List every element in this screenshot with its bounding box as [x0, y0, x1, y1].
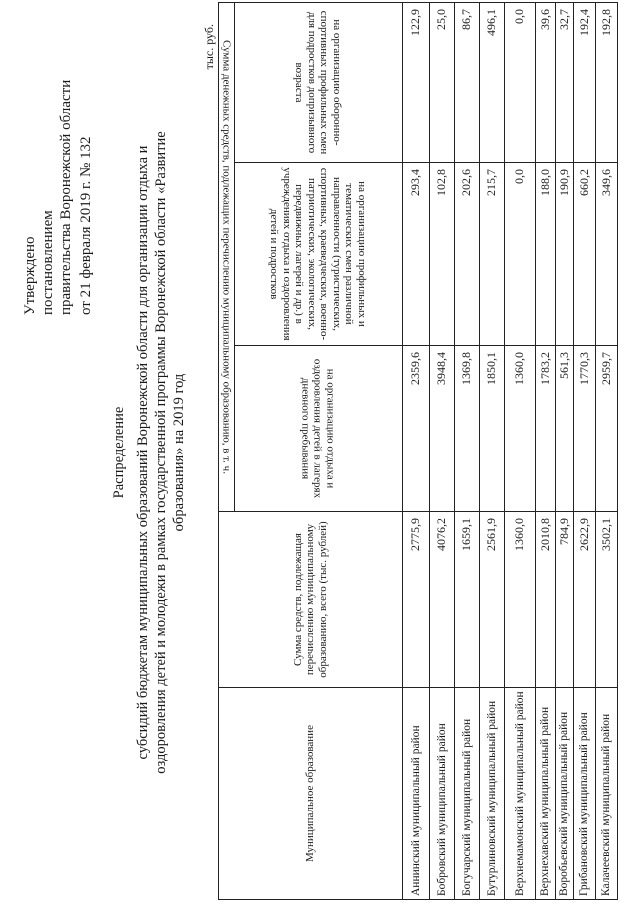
- header-day-camps-text: на организацию отдыха и оздоровления детей в лагерях дневного пребывания: [299, 358, 337, 499]
- day-camps-cell: 1783,2: [535, 346, 555, 512]
- municipality-cell: Воробьевский муниципальный район: [555, 688, 573, 900]
- document-title-line-2: оздоровления детей и молодежи в рамках государственной программы Воронежской области «Развитие: [153, 131, 169, 774]
- defense-shifts-cell: 192,4: [573, 3, 595, 163]
- table-row: [595, 3, 617, 900]
- subsidy-table: [218, 2, 618, 900]
- header-profile-shifts: [234, 163, 402, 346]
- profile-shifts-cell: 202,6: [454, 163, 479, 346]
- total-cell: 3502,1: [595, 512, 617, 688]
- defense-shifts-cell: 25,0: [429, 3, 454, 163]
- day-camps-cell: 1360,0: [504, 346, 535, 512]
- document-title-line-1: субсидий бюджетам муниципальных образований Воронежской области для организации отдыха и: [135, 145, 151, 760]
- table-row: [555, 3, 573, 900]
- municipality-cell: Грибановский муниципальный район: [573, 688, 595, 900]
- municipality-cell: Аннинский муниципальный район: [402, 688, 429, 900]
- defense-shifts-cell: 39,6: [535, 3, 555, 163]
- defense-shifts-cell: 192,8: [595, 3, 617, 163]
- municipality-cell: Бобровский муниципальный район: [429, 688, 454, 900]
- table-row: [454, 3, 479, 900]
- day-camps-cell: 1770,3: [573, 346, 595, 512]
- defense-shifts-cell: 32,7: [555, 3, 573, 163]
- total-cell: 784,9: [555, 512, 573, 688]
- approval-line-1: Утверждено: [22, 236, 38, 315]
- defense-shifts-cell: 0,0: [504, 3, 535, 163]
- profile-shifts-cell: 349,6: [595, 163, 617, 346]
- day-camps-cell: 1850,1: [479, 346, 504, 512]
- day-camps-cell: 2359,6: [402, 346, 429, 512]
- municipality-cell: Бутурлиновский муниципальный район: [479, 688, 504, 900]
- defense-shifts-cell: 122,9: [402, 3, 429, 163]
- header-defense-shifts: [234, 3, 402, 163]
- total-cell: 1659,1: [454, 512, 479, 688]
- profile-shifts-cell: 190,9: [555, 163, 573, 346]
- defense-shifts-cell: 496,1: [479, 3, 504, 163]
- defense-shifts-cell: 86,7: [454, 3, 479, 163]
- day-camps-cell: 1369,8: [454, 346, 479, 512]
- day-camps-cell: 3948,4: [429, 346, 454, 512]
- profile-shifts-cell: 293,4: [402, 163, 429, 346]
- approval-date-number: от 21 февраля 2019 г. № 132: [78, 136, 94, 315]
- approval-line-2: постановлением: [40, 210, 56, 315]
- header-profile-shifts-text: на организацию профильных и тематических смен различной направленности (туристических, спортивных, краеведческих, военно-патриотических, экологических, передвижных лагерей и др.) в учреждениях отдыха и оздоровления детей и подростков: [268, 167, 368, 341]
- approval-line-3: правительства Воронежской области: [58, 79, 74, 315]
- header-group-text: Сумма денежных средств, подлежащих перечислению муниципальному образованию, в т. ч.: [220, 40, 233, 474]
- profile-shifts-cell: 102,8: [429, 163, 454, 346]
- header-day-camps: [234, 346, 402, 512]
- total-cell: 2010,8: [535, 512, 555, 688]
- document-title-line-3: образования» на 2019 год: [171, 373, 187, 532]
- units-label: тыс. руб.: [202, 24, 216, 70]
- total-cell: 2561,9: [479, 512, 504, 688]
- day-camps-cell: 2959,7: [595, 346, 617, 512]
- header-group: [219, 3, 235, 512]
- total-cell: 2622,9: [573, 512, 595, 688]
- table-row: [573, 3, 595, 900]
- municipality-cell: Богучарский муниципальный район: [454, 688, 479, 900]
- table-row: [504, 3, 535, 900]
- table-row: [479, 3, 504, 900]
- header-municipality: Муниципальное образование: [219, 688, 403, 900]
- header-defense-shifts-text: на организацию оборонно-спортивных профильных смен для подростков допризывного возраста: [293, 10, 343, 155]
- municipality-cell: Калачеевский муниципальный район: [595, 688, 617, 900]
- document-heading: Распределение: [111, 406, 127, 499]
- day-camps-cell: 561,3: [555, 346, 573, 512]
- profile-shifts-cell: 0,0: [504, 163, 535, 346]
- profile-shifts-cell: 215,7: [479, 163, 504, 346]
- table-row: [535, 3, 555, 900]
- profile-shifts-cell: 188,0: [535, 163, 555, 346]
- profile-shifts-cell: 660,2: [573, 163, 595, 346]
- municipality-cell: Верхнехавский муниципальный район: [535, 688, 555, 900]
- total-cell: 1360,0: [504, 512, 535, 688]
- total-cell: 4076,2: [429, 512, 454, 688]
- total-cell: 2775,9: [402, 512, 429, 688]
- header-total: Сумма средств, подлежащая перечислению муниципальному образованию, всего (тыс. рублей): [219, 512, 403, 688]
- table-row: [429, 3, 454, 900]
- table-row: [402, 3, 429, 900]
- municipality-cell: Верхнемамонский муниципальный район: [504, 688, 535, 900]
